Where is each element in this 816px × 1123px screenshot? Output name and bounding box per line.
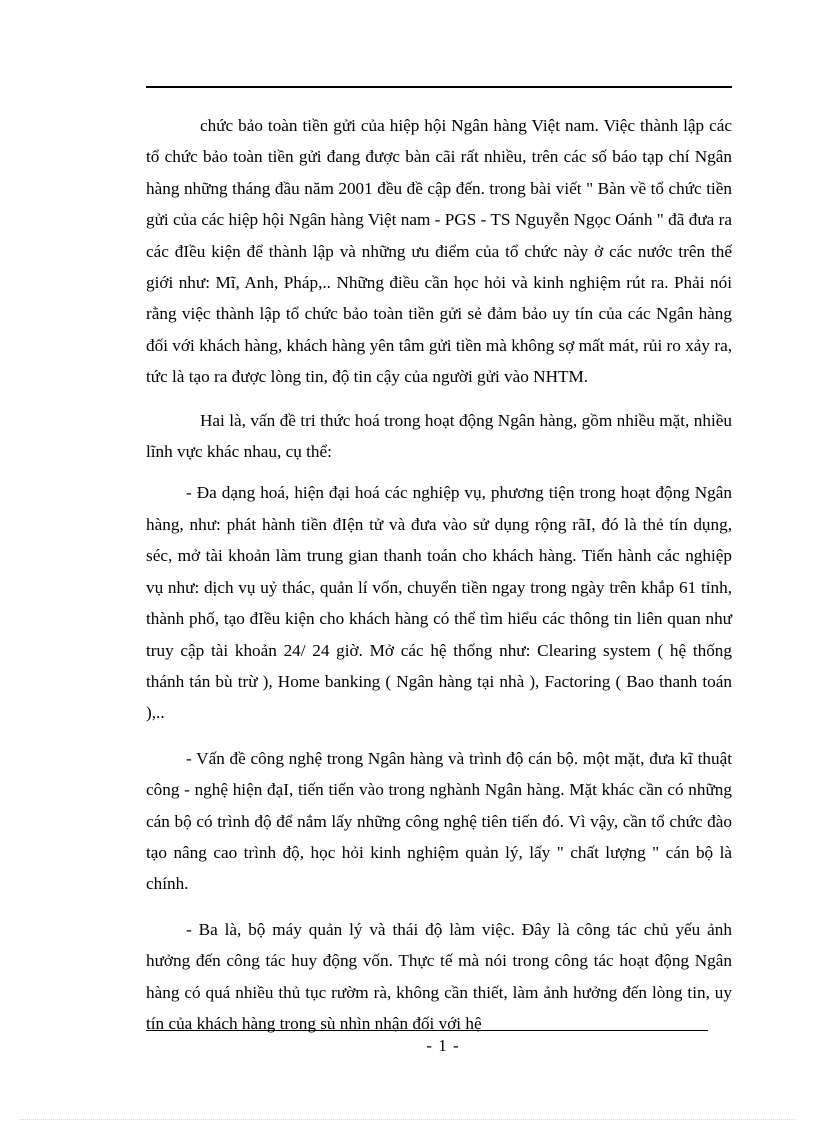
paragraph-2: Hai là, vấn đề tri thức hoá trong hoạt động Ngân hàng, gồm nhiều mặt, nhiều lĩnh vực khác nhau, cụ thể:	[146, 410, 732, 462]
document-body	[146, 110, 732, 1039]
list-item-3: - Ba là, bộ máy quản lý và thái độ làm việc. Đây là công tác chủ yếu ảnh hưởng đến công tác huy động vốn. Thực tế mà nói trong công tác hoạt động Ngân hàng có quá nhiều thủ tục rườm rà, không cần thiết, làm ảnh hưởng đến lòng tin, uy tín của khách hàng trong sù nhìn nhận đối với hệ	[146, 919, 732, 1033]
header-rule	[146, 86, 732, 88]
list-item-1: - Đa dạng hoá, hiện đại hoá các nghiệp vụ, phương tiện trong hoạt động Ngân hàng, như: phát hành tiền đIện tử và đưa vào sử dụng rộng rãI, đó là thẻ tín dụng, séc, mở tài khoản làm trung gian thanh toán cho khách hàng. Tiến hành các nghiệp vụ như: dịch vụ uỷ thác, quản lí vốn, chuyển tiền ngay trong ngày trên khắp 61 tỉnh, thành phố, tạo đIều kiện cho khách hàng có thể tìm hiểu các thông tin liên quan như truy cập tài khoản 24/ 24 giờ. Mở các hệ thống như: Clearing system ( hệ thống thánh tán bù trừ ), Home banking ( Ngân hàng tại nhà ), Factoring ( Bao thanh toán ),..	[146, 483, 732, 723]
page-edge-divider	[20, 1119, 796, 1120]
paragraph-1: chức bảo toàn tiền gửi của hiệp hội Ngân hàng Việt nam. Việc thành lập các tổ chức bảo toàn tiền gửi đang được bàn cãi rất nhiều, trên các số báo tạp chí Ngân hàng những tháng đầu năm 2001 đều đề cập đến. trong bài viết " Bàn về tổ chức tiền gửi của các hiệp hội Ngân hàng Việt nam - PGS - TS Nguyễn Ngọc Oánh " đã đưa ra các đIều kiện để thành lập và những ưu điểm của tổ chức này ở các nước trên thế giới như: Mĩ, Anh, Pháp,.. Những điều cần học hỏi và kinh nghiệm rút ra. Phải nói rằng việc thành lập tổ chức bảo toàn tiền gửi sẻ đảm bảo uy tín của các Ngân hàng đối với khách hàng, khách hàng yên tâm gửi tiền mà không sợ mất mát, rủi ro xảy ra, tức là tạo ra được lòng tin, độ tin cậy của người gửi vào NHTM.	[146, 116, 732, 387]
list-item-2: - Vấn đề công nghệ trong Ngân hàng và trình độ cán bộ. một mặt, đưa kĩ thuật công - nghệ hiện đạI, tiến tiến vào trong nghành Ngân hàng. Mặt khác cần có những cán bộ có trình độ để nắm lấy những công nghệ tiên tiến đó. Vì vậy, cần tổ chức đào tạo nâng cao trình độ, học hỏi kinh nghiệm quản lý, lấy " chất lượng " cán bộ là chính.	[146, 748, 732, 894]
footer-rule	[146, 1030, 708, 1031]
page-number: - 1 -	[426, 1036, 460, 1055]
